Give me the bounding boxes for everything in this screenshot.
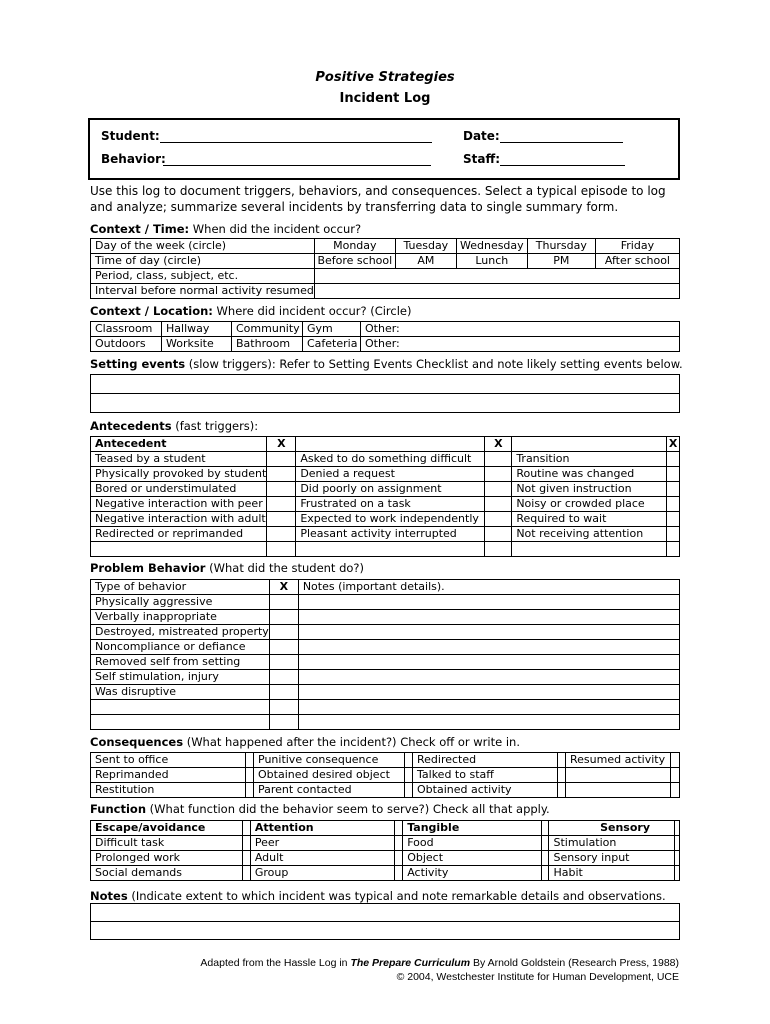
consequences-heading: Consequences (What happened after the incident?) Check off or write in.	[90, 735, 520, 749]
location-option[interactable]: Worksite	[162, 337, 232, 352]
time-option[interactable]: After school	[595, 254, 679, 269]
notes-table	[90, 903, 680, 940]
function-header: Sensory	[549, 821, 675, 836]
notes-cell[interactable]	[298, 700, 679, 715]
day-option[interactable]: Friday	[595, 239, 679, 254]
check-cell[interactable]	[243, 836, 251, 851]
function-item: Food	[403, 836, 542, 851]
antecedents-heading: Antecedents (fast triggers):	[90, 419, 259, 433]
location-option[interactable]: Community	[232, 322, 303, 337]
check-cell[interactable]	[267, 452, 296, 467]
student-label: Student:	[101, 129, 160, 143]
time-option[interactable]: PM	[527, 254, 595, 269]
check-cell[interactable]	[267, 527, 296, 542]
antecedent-blank[interactable]	[296, 542, 485, 557]
check-cell[interactable]	[269, 595, 298, 610]
context-location-table	[90, 321, 680, 352]
antecedent-item: Redirected or reprimanded	[91, 527, 267, 542]
function-item: Adult	[250, 851, 395, 866]
function-item: Activity	[403, 866, 542, 881]
location-other[interactable]: Other:	[361, 322, 680, 337]
antecedent-item: Noisy or crowded place	[512, 497, 667, 512]
consequence-item: Parent contacted	[254, 783, 405, 798]
behavior-blank[interactable]	[91, 700, 270, 715]
function-item: Difficult task	[91, 836, 243, 851]
function-item: Sensory input	[549, 851, 675, 866]
function-item: Peer	[250, 836, 395, 851]
notes-cell[interactable]	[298, 625, 679, 640]
date-label: Date:	[463, 129, 500, 143]
antecedent-header-blank	[512, 437, 667, 452]
antecedent-item: Teased by a student	[91, 452, 267, 467]
check-cell[interactable]	[485, 542, 512, 557]
check-cell[interactable]	[246, 753, 254, 768]
function-heading: Function (What function did the behavior seem to serve?) Check all that apply.	[90, 802, 550, 816]
antecedent-item: Routine was changed	[512, 467, 667, 482]
antecedent-item: Transition	[512, 452, 667, 467]
check-cell[interactable]	[267, 482, 296, 497]
document-subtitle: Incident Log	[339, 91, 431, 106]
check-cell[interactable]	[667, 542, 680, 557]
footer-copyright: © 2004, Westchester Institute for Human Development, UCE	[396, 971, 679, 983]
interval-field[interactable]	[314, 284, 679, 299]
behavior-type-header: Type of behavior	[91, 580, 270, 595]
function-table	[90, 820, 680, 881]
check-cell[interactable]	[243, 866, 251, 881]
behavior-item: Noncompliance or defiance	[91, 640, 270, 655]
x-header: X	[269, 580, 298, 595]
check-cell[interactable]	[667, 497, 680, 512]
check-cell[interactable]	[395, 821, 403, 836]
check-cell[interactable]	[269, 700, 298, 715]
antecedent-item: Negative interaction with peer	[91, 497, 267, 512]
antecedent-item: Physically provoked by student	[91, 467, 267, 482]
antecedent-header-blank	[296, 437, 485, 452]
setting-events-field[interactable]	[91, 394, 680, 413]
location-option[interactable]: Outdoors	[91, 337, 162, 352]
check-cell[interactable]	[675, 836, 680, 851]
day-option[interactable]: Monday	[314, 239, 395, 254]
check-cell[interactable]	[541, 851, 549, 866]
notes-cell[interactable]	[298, 685, 679, 700]
check-cell[interactable]	[267, 512, 296, 527]
function-item: Stimulation	[549, 836, 675, 851]
notes-heading: Notes (Indicate extent to which incident was typical and note remarkable details and observations.	[90, 889, 666, 903]
consequence-item: Obtained activity	[413, 783, 558, 798]
antecedent-item: Bored or understimulated	[91, 482, 267, 497]
day-option[interactable]: Wednesday	[456, 239, 527, 254]
setting-events-table	[90, 374, 680, 413]
notes-cell[interactable]	[298, 715, 679, 730]
antecedent-item: Pleasant activity interrupted	[296, 527, 485, 542]
day-option[interactable]: Tuesday	[395, 239, 456, 254]
function-header: Tangible	[403, 821, 542, 836]
intro-text: Use this log to document triggers, behaviors, and consequences. Select a typical episode to log and analyze; summarize several incidents by transferring data to single summary form.	[90, 184, 666, 214]
check-cell[interactable]	[243, 821, 251, 836]
check-cell[interactable]	[541, 866, 549, 881]
check-cell[interactable]	[485, 527, 512, 542]
notes-cell[interactable]	[298, 655, 679, 670]
check-cell[interactable]	[485, 452, 512, 467]
check-cell[interactable]	[667, 482, 680, 497]
check-cell[interactable]	[485, 482, 512, 497]
check-cell[interactable]	[246, 768, 254, 783]
check-cell[interactable]	[667, 452, 680, 467]
check-cell[interactable]	[269, 625, 298, 640]
problem-behavior-table	[90, 579, 680, 730]
consequence-blank[interactable]	[566, 768, 671, 783]
context-row-label: Time of day (circle)	[91, 254, 315, 269]
x-header: X	[485, 437, 512, 452]
check-cell[interactable]	[269, 610, 298, 625]
check-cell[interactable]	[269, 715, 298, 730]
check-cell[interactable]	[395, 851, 403, 866]
check-cell[interactable]	[405, 768, 413, 783]
consequence-item: Reprimanded	[91, 768, 246, 783]
check-cell[interactable]	[405, 783, 413, 798]
time-option[interactable]: Before school	[314, 254, 395, 269]
behavior-field[interactable]	[163, 165, 431, 166]
antecedent-item: Not given instruction	[512, 482, 667, 497]
consequence-item: Restitution	[91, 783, 246, 798]
antecedent-blank[interactable]	[512, 542, 667, 557]
consequence-item: Punitive consequence	[254, 753, 405, 768]
setting-events-field[interactable]	[91, 375, 680, 394]
x-header: X	[667, 437, 680, 452]
notes-header: Notes (important details).	[298, 580, 679, 595]
notes-cell[interactable]	[298, 610, 679, 625]
staff-field[interactable]	[500, 165, 625, 166]
notes-field[interactable]	[91, 904, 680, 922]
x-header: X	[267, 437, 296, 452]
day-option[interactable]: Thursday	[527, 239, 595, 254]
location-option[interactable]: Classroom	[91, 322, 162, 337]
check-cell[interactable]	[267, 542, 296, 557]
check-cell[interactable]	[395, 836, 403, 851]
location-option[interactable]: Gym	[303, 322, 361, 337]
problem-behavior-heading: Problem Behavior (What did the student do?)	[90, 561, 365, 575]
antecedent-item: Required to wait	[512, 512, 667, 527]
context-row-label: Period, class, subject, etc.	[91, 269, 315, 284]
check-cell[interactable]	[395, 866, 403, 881]
antecedent-item: Did poorly on assignment	[296, 482, 485, 497]
function-header: Attention	[250, 821, 395, 836]
function-item: Social demands	[91, 866, 243, 881]
antecedent-blank[interactable]	[91, 542, 267, 557]
period-field[interactable]	[314, 269, 679, 284]
check-cell[interactable]	[671, 768, 680, 783]
footer-credit: Adapted from the Hassle Log in The Prepare Curriculum By Arnold Goldstein (Research Press, 1988)	[200, 957, 679, 969]
antecedent-item: Negative interaction with adult	[91, 512, 267, 527]
consequence-item: Obtained desired object	[254, 768, 405, 783]
function-header: Escape/avoidance	[91, 821, 243, 836]
check-cell[interactable]	[267, 467, 296, 482]
check-cell[interactable]	[541, 836, 549, 851]
antecedent-item: Expected to work independently	[296, 512, 485, 527]
function-item: Object	[403, 851, 542, 866]
antecedent-item: Asked to do something difficult	[296, 452, 485, 467]
setting-events-heading: Setting events (slow triggers): Refer to Setting Events Checklist and note likely setting events below.	[90, 357, 683, 371]
antecedents-table	[90, 436, 680, 557]
consequence-item: Talked to staff	[413, 768, 558, 783]
check-cell[interactable]	[667, 527, 680, 542]
date-field[interactable]	[500, 142, 623, 143]
check-cell[interactable]	[558, 753, 566, 768]
check-cell[interactable]	[485, 467, 512, 482]
context-row-label: Day of the week (circle)	[91, 239, 315, 254]
time-option[interactable]: Lunch	[456, 254, 527, 269]
check-cell[interactable]	[671, 783, 680, 798]
check-cell[interactable]	[558, 768, 566, 783]
location-option[interactable]: Bathroom	[232, 337, 303, 352]
notes-cell[interactable]	[298, 670, 679, 685]
location-option[interactable]: Cafeteria	[303, 337, 361, 352]
behavior-blank[interactable]	[91, 715, 270, 730]
check-cell[interactable]	[558, 783, 566, 798]
document-title: Positive Strategies	[315, 70, 455, 85]
location-option[interactable]: Hallway	[162, 322, 232, 337]
check-cell[interactable]	[675, 866, 680, 881]
notes-cell[interactable]	[298, 640, 679, 655]
context-location-heading: Context / Location: Where did incident occur? (Circle)	[90, 304, 412, 318]
function-item: Group	[250, 866, 395, 881]
notes-cell[interactable]	[298, 595, 679, 610]
check-cell[interactable]	[269, 640, 298, 655]
staff-label: Staff:	[463, 152, 500, 166]
check-cell[interactable]	[269, 685, 298, 700]
antecedent-item: Frustrated on a task	[296, 497, 485, 512]
behavior-item: Verbally inappropriate	[91, 610, 270, 625]
check-cell[interactable]	[405, 753, 413, 768]
consequence-item: Resumed activity	[566, 753, 671, 768]
context-time-table	[90, 238, 680, 299]
consequence-item: Redirected	[413, 753, 558, 768]
behavior-item: Destroyed, mistreated property	[91, 625, 270, 640]
check-cell[interactable]	[269, 670, 298, 685]
behavior-item: Was disruptive	[91, 685, 270, 700]
behavior-item: Removed self from setting	[91, 655, 270, 670]
location-other[interactable]: Other:	[361, 337, 680, 352]
check-cell[interactable]	[243, 851, 251, 866]
context-row-label: Interval before normal activity resumed	[91, 284, 315, 299]
context-time-heading: Context / Time: When did the incident occur?	[90, 222, 362, 236]
consequence-blank[interactable]	[566, 783, 671, 798]
behavior-item: Self stimulation, injury	[91, 670, 270, 685]
student-field[interactable]	[160, 142, 432, 143]
check-cell[interactable]	[667, 512, 680, 527]
check-cell[interactable]	[485, 512, 512, 527]
check-cell[interactable]	[246, 783, 254, 798]
antecedent-item: Not receiving attention	[512, 527, 667, 542]
antecedent-header: Antecedent	[91, 437, 267, 452]
check-cell[interactable]	[269, 655, 298, 670]
time-option[interactable]: AM	[395, 254, 456, 269]
check-cell[interactable]	[485, 497, 512, 512]
function-item: Habit	[549, 866, 675, 881]
function-item: Prolonged work	[91, 851, 243, 866]
check-cell[interactable]	[267, 497, 296, 512]
behavior-item: Physically aggressive	[91, 595, 270, 610]
check-cell[interactable]	[541, 821, 549, 836]
consequence-item: Sent to office	[91, 753, 246, 768]
check-cell[interactable]	[675, 821, 680, 836]
check-cell[interactable]	[671, 753, 680, 768]
notes-field[interactable]	[91, 922, 680, 940]
consequences-table	[90, 752, 680, 798]
check-cell[interactable]	[675, 851, 680, 866]
header-box	[88, 118, 680, 180]
behavior-label: Behavior:	[101, 152, 166, 166]
antecedent-item: Denied a request	[296, 467, 485, 482]
check-cell[interactable]	[667, 467, 680, 482]
